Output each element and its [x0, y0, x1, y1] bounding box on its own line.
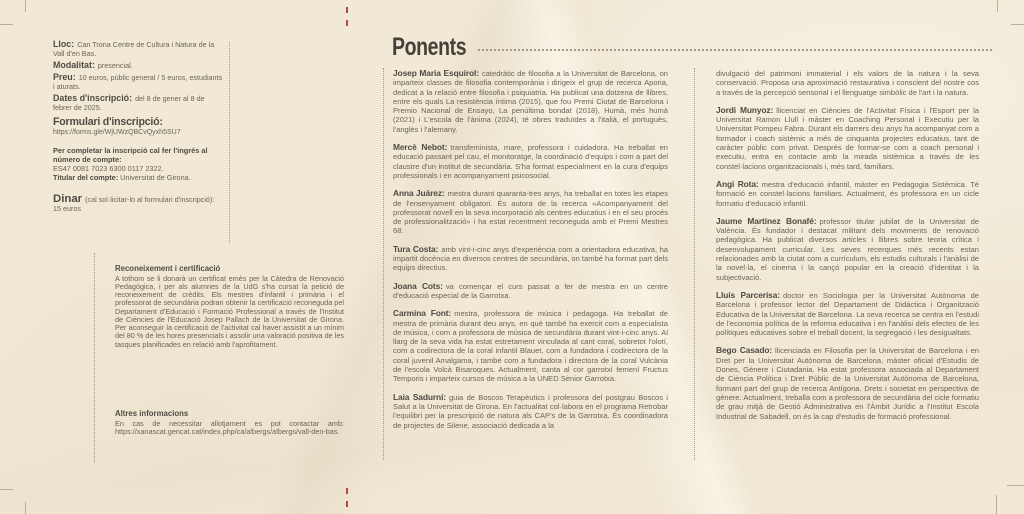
speaker-bio-text: professor titular jubilat de la Universitat de València. És fundador i destacat militant dels moviments de renovació pedagògica. Ha publicat diversos articles i llibres sobre teoria crítica i desenvolupament curricular. Les seves recerques més recents estan relacionades amb la ciutat com a currículum, els estudis culturals i l'anàlisi de la novel·la, el cinema i la cançó popular en la creació d'identitat i la subjectivació.	[716, 216, 979, 282]
modalitat-value: presencial.	[97, 61, 133, 71]
speaker-name: Anna Juárez:	[393, 188, 445, 199]
speaker-name: Tura Costa:	[393, 243, 439, 254]
speaker-name: Carmina Font:	[393, 308, 452, 319]
preu-label: Preu:	[53, 72, 76, 83]
registration-mark-bottom	[346, 488, 348, 507]
speakers-column-2	[716, 69, 979, 430]
speaker-font	[393, 309, 668, 383]
speaker-bio-text: mestra, professora de música i pedagoga. Ha treballat de mestra de primària durant deu anys, en què també ha exercit com a especialista de música, i com a professora de música de secundària durant vint-i-cinc anys. Al llarg de la seva vida ha estat estretament vinculada al cant coral, sobretot l'olotí, com a codirectora de la coral infantil Blauet, com a fundadora i codirectora de la coral juvenil Amalgama, i també com a fundadora i directora de la coral Vulcània de l'escola Volcà Bisaroques. Actualment, canta al cor garrotxí femení Fructus Temporis i imparteix cursos de música a la UNED Sènior Garrotxa.	[393, 309, 669, 384]
speaker-sadurni-continued	[716, 69, 979, 97]
event-info-block	[53, 40, 223, 217]
dotted-separator-left-bottom	[94, 253, 95, 463]
payment-holder: Titular del compte: Universitat de Girona.	[53, 173, 191, 183]
dinar-line: Dinar (cal sol·licitar-lo al formulari d'inscripció): 15 euros	[53, 193, 215, 214]
form-url: https://forms.gle/WjUWzQBCvQyxh5SU7	[53, 128, 181, 136]
other-info-body: En cas de necessitar allotjament es pot contactar amb: https://xanascat.gencat.cat/index.php/ca/albergs/albergs/vall-den-bas.	[115, 418, 344, 436]
lloc-label: Lloc:	[53, 39, 75, 49]
speaker-rota	[716, 180, 979, 208]
certification-title: Reconeixement i certificació	[115, 264, 221, 273]
speaker-esquirol	[393, 69, 668, 134]
other-info-block	[115, 409, 344, 436]
dates-value: del 8 de gener al 8 de febrer de 2025.	[53, 94, 205, 113]
preu-value: 10 euros, públic general / 5 euros, estudiants i aturats.	[53, 73, 223, 92]
speaker-cots	[393, 282, 668, 301]
crop-mark-bottom-left-h	[0, 489, 13, 490]
info-preu	[53, 73, 223, 92]
speaker-bio-text: amb vint-i-cinc anys d'experiència com a orientadora educativa, ha impartit docència en diversos centres de secundària, on també ha format part dels equips directius.	[393, 244, 669, 273]
speaker-bio-text: divulgació del patrimoni immaterial i els valors de la natura i la seva conservació. Proposa una aproximació restaurativa i conscient del nostre cos a través de la percepció sensorial i el llenguatge simbòlic de l'art i la natura.	[716, 69, 979, 97]
speaker-sadurni	[393, 393, 668, 430]
info-dates	[53, 94, 223, 113]
certification-body: A tothom se li donarà un certificat emès per la Càtedra de Renovació Pedagògica, i per als alumnes de la UdG s'ha cursat la petició de reconeixement de crèdits. Els mestres d'infantil i primària i el professorat de secundària podran obtenir la certificació reconeguda pel Departament d'Educació i Formació Professional a través de l'Institut de Ciències de l'Educació Josep Pallach de la Universitat de Girona. Per aconseguir la certificació de l'activitat cal haver assistit a un mínim del 80 % de les hores presencials i assolir una valoració positiva de les tasques planificades en relació amb l'aprofitament.	[115, 273, 344, 349]
speaker-casado	[716, 346, 979, 420]
crop-mark-bottom-right-v	[996, 495, 997, 514]
speaker-bio-text: mestra durant quaranta-tres anys, ha treballat en totes les etapes de l'ensenyament obligatori. És autora de la recerca «Acompanyament del professorat novell en la seva incorporació als centres educatius i en el seu procés de professionalització» i ha estat recentment reconeguda amb el Premi Mestres 68.	[393, 189, 668, 236]
dotted-separator-between-columns	[694, 68, 695, 460]
speaker-name: Mercè Nebot:	[393, 142, 448, 153]
other-info-title: Altres informacions	[115, 409, 189, 418]
speaker-bio-text: llicenciat en Ciències de l'Activitat Física i l'Esport per la Universitat Ramon Llull i màster en Coaching Personal i Executiu per la Universitat Pompeu Fabra. Durant els darrers deu anys ha acompanyat com a formador i coach sistèmic a més de cinquanta projectes educatius, tant de caràcter públic com privat. Després de formar-se com a coach personal i executiu, entra en contacte amb la mirada sistèmica a través de les constel·lacions organitzacionals i, més tard, familiars.	[716, 105, 979, 171]
speaker-bio-text: llicenciada en Filosofia per la Universitat de Barcelona i en Dret per la Universitat Autònoma de Barcelona, màster oficial d'Estudis de Dones, Gènere i Ciutadania. Ha estat professora associada al Departament de Ciència Política i Dret Públic de la Universitat Autònoma de Barcelona, formant part del grup de recerca Antígona. Drets i societat en perspectiva de gènere. Actualment, treballa com a professora de secundària del cicle formatiu de grau mitjà de Gestió Administrativa en l'Àmbit Jurídic a l'Institut Escola Industrial de Sabadell, on és la cap d'estudis de formació professional.	[716, 346, 979, 421]
speaker-name: Jaume Martinez Bonafé:	[716, 215, 817, 226]
speaker-bio-text: catedràtic de filosofia a la Universitat de Barcelona, on imparteix classes de filosofia contemporània i dirigeix el grup de recerca Aporia, dedicat a la relació entre filosofia i psiquiatria. Ha publicat una dotzena de llibres, entre els quals La resistència íntima (2015), que fou Premi Ciutat de Barcelona i Premio Nacional de Ensayo, La penúltima bondat (2018), Humà, més humà (2021) i L'escola de l'ànima (2024), té obres traduïdes a l'italià, el portuguès, l'anglès i l'alemany.	[393, 69, 668, 134]
payment-block	[53, 146, 223, 182]
crop-mark-bottom-right-h	[1007, 485, 1024, 486]
speaker-munyoz	[716, 106, 979, 171]
crop-mark-top-right-v	[997, 0, 998, 12]
speaker-bio-text: mestra d'educació infantil, màster en Pedagogia Sistèmica. Té formació en constel·lacions familiars. Actualment, és professora en un cicle formatiu d'educació infantil.	[716, 179, 979, 208]
payment-intro: Per completar la inscripció cal fer l'ingrés al número de compte:	[53, 146, 208, 165]
info-modalitat	[53, 61, 223, 71]
crop-mark-top-right-h	[1011, 24, 1024, 25]
lloc-value: Can Trona Centre de Cultura i Natura de la Vall d'en Bas.	[53, 40, 215, 58]
dotted-separator-left-top	[229, 42, 230, 243]
speaker-name: Joana Cots:	[393, 280, 443, 291]
speaker-name: Jordi Munyoz:	[716, 104, 774, 115]
dotted-rule-title	[478, 49, 992, 51]
page-title: Ponents	[392, 33, 467, 61]
speaker-parcerisa	[716, 291, 979, 337]
speaker-costa	[393, 245, 668, 273]
crop-mark-bottom-left-v	[25, 502, 26, 514]
speaker-nebot	[393, 143, 668, 180]
speaker-name: Josep Maria Esquirol:	[393, 68, 479, 78]
speakers-column-1	[393, 69, 668, 439]
dates-label: Dates d'inscripció:	[53, 93, 133, 104]
speaker-name: Angi Rota:	[716, 178, 759, 189]
registration-mark-top	[346, 7, 348, 26]
speaker-bonafe	[716, 217, 979, 282]
certification-block	[115, 264, 344, 349]
speaker-bio-text: va començar el curs passat a fer de mestra en un centre d'educació especial de la Garrotxa.	[393, 281, 668, 300]
dotted-separator-col1-left	[383, 68, 384, 460]
speaker-bio-text: transfeminista, mare, professora i cuidadora. Ha treballat en educació passant pel cau, el monitoratge, la coordinació d'equips i com a part del claustre d'un institut de secundària. S'ha format especialment en la cura d'equips professionals i en acompanyament psicosocial.	[393, 143, 668, 180]
speaker-juarez	[393, 189, 668, 235]
modalitat-label: Modalitat:	[53, 60, 95, 71]
info-lloc	[53, 40, 223, 59]
speaker-bio-text: doctor en Sociologia per la Universitat Autònoma de Barcelona i professor lector del Departament de Didàctica i Organització Educativa de la Universitat de Barcelona. La seva recerca se centra en l'estudi de l'economia política de la reforma educativa i en l'anàlisi dels efectes de les polítiques educatives sobre el treball docent, la segregació i les desigualtats.	[716, 290, 980, 338]
speaker-bio-text: guia de Boscos Terapèutics i professora del postgrau Boscos i Salut a la Universitat de Girona. En l'actualitat col·labora en el programa Retrobar l'equilibri per la prescripció de natura als CAP's de la Garrotxa. És coordinadora de projectes de Silene, associació dedicada a la	[393, 392, 668, 430]
crop-mark-top-left-h	[0, 24, 13, 25]
crop-mark-top-left-v	[25, 0, 26, 12]
form-heading: Formulari d'inscripció:	[53, 116, 163, 129]
speaker-name: Bego Casado:	[716, 345, 773, 356]
payment-account: ES47 0081 7023 6300 0117 2322.	[53, 164, 164, 174]
speaker-name: Lluís Parcerisa:	[716, 289, 780, 300]
speaker-name: Laia Sadurní:	[393, 391, 446, 402]
